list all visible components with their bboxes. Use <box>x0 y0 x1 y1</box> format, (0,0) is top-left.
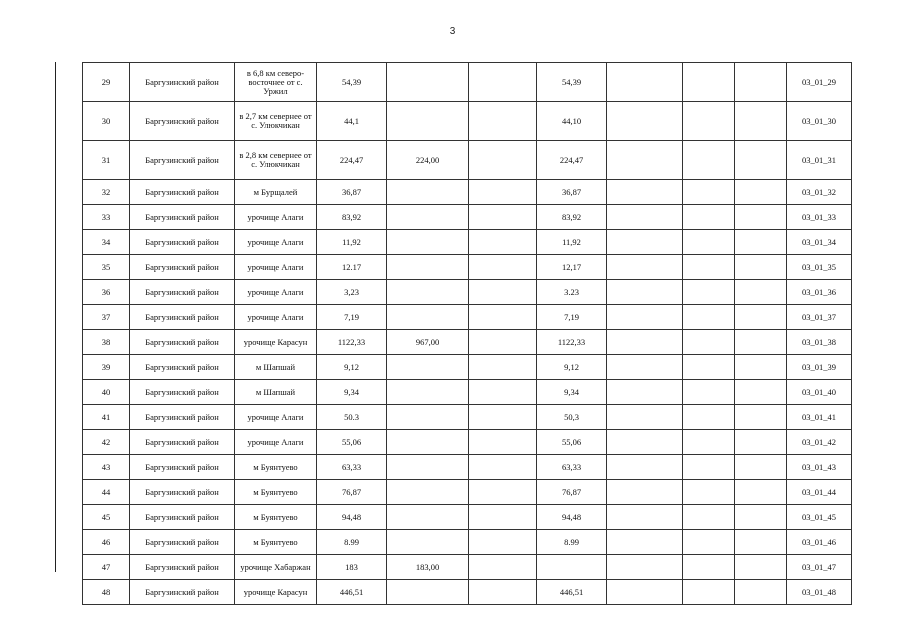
table-body <box>83 63 852 605</box>
page-number: 3 <box>449 26 456 37</box>
cell-code: 03_01_38 <box>787 330 852 355</box>
table-row <box>83 380 852 405</box>
cell-code: 03_01_42 <box>787 430 852 455</box>
cell-row-number: 29 <box>83 63 130 102</box>
cell-area-3 <box>469 355 537 380</box>
cell-code: 03_01_32 <box>787 180 852 205</box>
cell-empty-1 <box>607 230 683 255</box>
cell-row-number: 40 <box>83 380 130 405</box>
cell-empty-3 <box>735 555 787 580</box>
cell-empty-2 <box>683 305 735 330</box>
cell-location: урочище Алаги <box>235 205 317 230</box>
cell-empty-1 <box>607 205 683 230</box>
cell-empty-3 <box>735 530 787 555</box>
cell-location: в 2,8 км севернее от с. Улюкчикан <box>235 141 317 180</box>
cell-row-number: 30 <box>83 102 130 141</box>
cell-area-2 <box>387 580 469 605</box>
cell-area-3 <box>469 505 537 530</box>
cell-area-3 <box>469 405 537 430</box>
cell-area-2 <box>387 380 469 405</box>
cell-code: 03_01_44 <box>787 480 852 505</box>
cell-location: м Бурщалей <box>235 180 317 205</box>
cell-empty-3 <box>735 141 787 180</box>
left-margin-line <box>55 62 56 572</box>
cell-area-3 <box>469 230 537 255</box>
cell-empty-1 <box>607 280 683 305</box>
cell-area-3 <box>469 330 537 355</box>
cell-row-number: 45 <box>83 505 130 530</box>
cell-empty-1 <box>607 380 683 405</box>
table-row <box>83 63 852 102</box>
table-row <box>83 180 852 205</box>
cell-location: м Шапшай <box>235 380 317 405</box>
cell-district: Баргузинский район <box>130 405 235 430</box>
cell-location: урочище Алаги <box>235 255 317 280</box>
cell-area-2 <box>387 505 469 530</box>
cell-empty-2 <box>683 505 735 530</box>
table-row <box>83 505 852 530</box>
cell-empty-3 <box>735 580 787 605</box>
cell-area-total: 50.3 <box>317 405 387 430</box>
cell-empty-1 <box>607 580 683 605</box>
cell-area-total: 224,47 <box>317 141 387 180</box>
cell-location: м Буянтуево <box>235 480 317 505</box>
cell-area-4: 44,10 <box>537 102 607 141</box>
cell-area-3 <box>469 580 537 605</box>
cell-empty-2 <box>683 455 735 480</box>
cell-empty-3 <box>735 505 787 530</box>
cell-area-2 <box>387 355 469 380</box>
cell-location: м Буянтуево <box>235 505 317 530</box>
cell-area-2 <box>387 455 469 480</box>
table-row <box>83 205 852 230</box>
cell-area-3 <box>469 380 537 405</box>
cell-area-total: 183 <box>317 555 387 580</box>
cell-location: урочище Хабаржан <box>235 555 317 580</box>
cell-empty-3 <box>735 102 787 141</box>
cell-location: урочище Алаги <box>235 280 317 305</box>
table-row <box>83 530 852 555</box>
cell-empty-2 <box>683 380 735 405</box>
cell-area-2 <box>387 63 469 102</box>
cell-location: м Шапшай <box>235 355 317 380</box>
cell-empty-1 <box>607 355 683 380</box>
cell-area-total: 1122,33 <box>317 330 387 355</box>
cell-area-2: 967,00 <box>387 330 469 355</box>
cell-district: Баргузинский район <box>130 430 235 455</box>
cell-area-4: 36,87 <box>537 180 607 205</box>
cell-area-3 <box>469 555 537 580</box>
cell-code: 03_01_36 <box>787 280 852 305</box>
cell-area-4: 76,87 <box>537 480 607 505</box>
cell-area-2 <box>387 102 469 141</box>
cell-empty-2 <box>683 480 735 505</box>
cell-area-3 <box>469 141 537 180</box>
cell-district: Баргузинский район <box>130 230 235 255</box>
cell-row-number: 35 <box>83 255 130 280</box>
cell-area-total: 9,12 <box>317 355 387 380</box>
cell-empty-1 <box>607 505 683 530</box>
cell-district: Баргузинский район <box>130 63 235 102</box>
cell-area-4: 9,12 <box>537 355 607 380</box>
cell-area-2 <box>387 405 469 430</box>
cell-code: 03_01_39 <box>787 355 852 380</box>
cell-area-4: 3.23 <box>537 280 607 305</box>
cell-district: Баргузинский район <box>130 530 235 555</box>
cell-area-4: 12,17 <box>537 255 607 280</box>
cell-area-total: 9,34 <box>317 380 387 405</box>
cell-location: урочище Алаги <box>235 230 317 255</box>
cell-area-2 <box>387 180 469 205</box>
cell-area-3 <box>469 480 537 505</box>
cell-empty-2 <box>683 63 735 102</box>
cell-empty-1 <box>607 530 683 555</box>
cell-empty-3 <box>735 330 787 355</box>
cell-row-number: 32 <box>83 180 130 205</box>
cell-location: м Буянтуево <box>235 530 317 555</box>
cell-area-3 <box>469 255 537 280</box>
cell-area-3 <box>469 280 537 305</box>
cell-row-number: 36 <box>83 280 130 305</box>
table-row <box>83 230 852 255</box>
cell-area-3 <box>469 305 537 330</box>
cell-location: м Буянтуево <box>235 455 317 480</box>
cell-area-total: 11,92 <box>317 230 387 255</box>
cell-empty-2 <box>683 205 735 230</box>
cell-district: Баргузинский район <box>130 505 235 530</box>
cell-area-4: 1122,33 <box>537 330 607 355</box>
cell-district: Баргузинский район <box>130 330 235 355</box>
cell-code: 03_01_30 <box>787 102 852 141</box>
cell-empty-2 <box>683 555 735 580</box>
cell-empty-1 <box>607 63 683 102</box>
cell-area-4: 50,3 <box>537 405 607 430</box>
cell-location: урочище Карасун <box>235 330 317 355</box>
cell-area-4 <box>537 555 607 580</box>
cell-row-number: 42 <box>83 430 130 455</box>
cell-district: Баргузинский район <box>130 305 235 330</box>
cell-empty-2 <box>683 355 735 380</box>
cell-empty-1 <box>607 455 683 480</box>
cell-area-total: 76,87 <box>317 480 387 505</box>
table-row <box>83 280 852 305</box>
cell-area-total: 83,92 <box>317 205 387 230</box>
cell-district: Баргузинский район <box>130 355 235 380</box>
cell-code: 03_01_31 <box>787 141 852 180</box>
cell-location: урочище Алаги <box>235 305 317 330</box>
cell-area-2 <box>387 230 469 255</box>
cell-empty-3 <box>735 305 787 330</box>
cell-area-4: 94,48 <box>537 505 607 530</box>
cell-row-number: 34 <box>83 230 130 255</box>
cell-area-3 <box>469 102 537 141</box>
cell-area-2 <box>387 430 469 455</box>
table-row <box>83 305 852 330</box>
cell-area-4: 9,34 <box>537 380 607 405</box>
cell-area-4: 54,39 <box>537 63 607 102</box>
cell-empty-1 <box>607 430 683 455</box>
cell-location: урочище Алаги <box>235 430 317 455</box>
cell-empty-1 <box>607 330 683 355</box>
cell-code: 03_01_37 <box>787 305 852 330</box>
cell-empty-1 <box>607 555 683 580</box>
cell-empty-2 <box>683 280 735 305</box>
cell-empty-3 <box>735 180 787 205</box>
cell-district: Баргузинский район <box>130 280 235 305</box>
cell-area-total: 7,19 <box>317 305 387 330</box>
cell-area-3 <box>469 455 537 480</box>
cell-area-2 <box>387 280 469 305</box>
cell-code: 03_01_35 <box>787 255 852 280</box>
cell-row-number: 46 <box>83 530 130 555</box>
cell-empty-3 <box>735 63 787 102</box>
cell-district: Баргузинский район <box>130 205 235 230</box>
cell-empty-2 <box>683 180 735 205</box>
cell-area-total: 36,87 <box>317 180 387 205</box>
cell-area-2 <box>387 480 469 505</box>
cell-area-4: 8.99 <box>537 530 607 555</box>
cell-area-3 <box>469 530 537 555</box>
cell-area-total: 63,33 <box>317 455 387 480</box>
cell-code: 03_01_47 <box>787 555 852 580</box>
cell-area-total: 446,51 <box>317 580 387 605</box>
cell-area-total: 94,48 <box>317 505 387 530</box>
cell-area-total: 8.99 <box>317 530 387 555</box>
cell-empty-2 <box>683 405 735 430</box>
cell-area-total: 44,1 <box>317 102 387 141</box>
cell-district: Баргузинский район <box>130 555 235 580</box>
cell-row-number: 44 <box>83 480 130 505</box>
cell-empty-2 <box>683 141 735 180</box>
table-row <box>83 255 852 280</box>
cell-empty-2 <box>683 580 735 605</box>
cell-code: 03_01_33 <box>787 205 852 230</box>
cell-area-4: 7,19 <box>537 305 607 330</box>
cell-code: 03_01_29 <box>787 63 852 102</box>
cell-district: Баргузинский район <box>130 141 235 180</box>
cell-area-3 <box>469 63 537 102</box>
cell-district: Баргузинский район <box>130 580 235 605</box>
cell-row-number: 41 <box>83 405 130 430</box>
cell-code: 03_01_43 <box>787 455 852 480</box>
cell-row-number: 33 <box>83 205 130 230</box>
cell-location: урочище Карасун <box>235 580 317 605</box>
data-table <box>82 62 852 605</box>
cell-code: 03_01_40 <box>787 380 852 405</box>
cell-area-2 <box>387 255 469 280</box>
table-row <box>83 405 852 430</box>
cell-area-2 <box>387 530 469 555</box>
cell-area-2 <box>387 305 469 330</box>
cell-code: 03_01_48 <box>787 580 852 605</box>
cell-empty-3 <box>735 405 787 430</box>
table-row <box>83 330 852 355</box>
cell-code: 03_01_45 <box>787 505 852 530</box>
cell-district: Баргузинский район <box>130 255 235 280</box>
cell-empty-2 <box>683 102 735 141</box>
cell-empty-3 <box>735 255 787 280</box>
table-row <box>83 580 852 605</box>
cell-empty-1 <box>607 180 683 205</box>
cell-row-number: 47 <box>83 555 130 580</box>
cell-area-4: 55,06 <box>537 430 607 455</box>
cell-row-number: 43 <box>83 455 130 480</box>
cell-row-number: 39 <box>83 355 130 380</box>
cell-empty-2 <box>683 255 735 280</box>
cell-empty-1 <box>607 405 683 430</box>
cell-empty-3 <box>735 480 787 505</box>
table-row <box>83 455 852 480</box>
cell-district: Баргузинский район <box>130 455 235 480</box>
cell-district: Баргузинский район <box>130 480 235 505</box>
cell-empty-1 <box>607 141 683 180</box>
cell-district: Баргузинский район <box>130 380 235 405</box>
cell-area-total: 55,06 <box>317 430 387 455</box>
table-row <box>83 141 852 180</box>
cell-empty-1 <box>607 305 683 330</box>
cell-area-2: 224,00 <box>387 141 469 180</box>
cell-code: 03_01_41 <box>787 405 852 430</box>
cell-empty-2 <box>683 330 735 355</box>
cell-location: в 2,7 км севернее от с. Улюкчикан <box>235 102 317 141</box>
cell-area-4: 446,51 <box>537 580 607 605</box>
cell-empty-2 <box>683 230 735 255</box>
cell-code: 03_01_34 <box>787 230 852 255</box>
cell-empty-3 <box>735 380 787 405</box>
cell-area-2: 183,00 <box>387 555 469 580</box>
cell-area-total: 12.17 <box>317 255 387 280</box>
cell-district: Баргузинский район <box>130 180 235 205</box>
cell-empty-2 <box>683 530 735 555</box>
cell-area-4: 83,92 <box>537 205 607 230</box>
cell-district: Баргузинский район <box>130 102 235 141</box>
cell-empty-3 <box>735 280 787 305</box>
cell-area-total: 3,23 <box>317 280 387 305</box>
cell-empty-1 <box>607 480 683 505</box>
cell-empty-3 <box>735 355 787 380</box>
cell-empty-1 <box>607 255 683 280</box>
cell-row-number: 31 <box>83 141 130 180</box>
cell-area-4: 63,33 <box>537 455 607 480</box>
cell-area-3 <box>469 205 537 230</box>
cell-area-total: 54,39 <box>317 63 387 102</box>
cell-empty-3 <box>735 430 787 455</box>
cell-location: урочище Алаги <box>235 405 317 430</box>
cell-empty-1 <box>607 102 683 141</box>
cell-row-number: 38 <box>83 330 130 355</box>
table-row <box>83 480 852 505</box>
cell-empty-2 <box>683 430 735 455</box>
table-row <box>83 102 852 141</box>
cell-area-4: 11,92 <box>537 230 607 255</box>
cell-location: в 6,8 км северо-восточнее от с. Уржил <box>235 63 317 102</box>
cell-area-2 <box>387 205 469 230</box>
cell-area-3 <box>469 180 537 205</box>
cell-empty-3 <box>735 205 787 230</box>
cell-empty-3 <box>735 455 787 480</box>
cell-row-number: 37 <box>83 305 130 330</box>
cell-empty-3 <box>735 230 787 255</box>
table-row <box>83 355 852 380</box>
cell-area-3 <box>469 430 537 455</box>
cell-area-4: 224,47 <box>537 141 607 180</box>
table-row <box>83 555 852 580</box>
cell-row-number: 48 <box>83 580 130 605</box>
table-row <box>83 430 852 455</box>
cell-code: 03_01_46 <box>787 530 852 555</box>
